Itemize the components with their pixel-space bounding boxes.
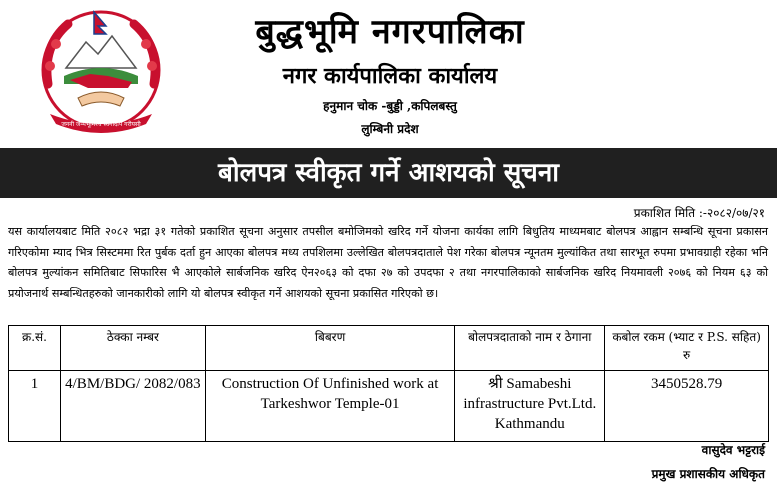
col-header-amount: कबोल रकम (भ्याट र P.S. सहित) रु — [605, 326, 769, 371]
bid-table — [8, 325, 769, 442]
col-header-serial: क्र.सं. — [9, 326, 61, 371]
cell-description: Construction Of Unfinished work at Tarkeshwor Temple-01 — [205, 371, 455, 442]
letterhead — [0, 0, 777, 148]
office-address: हनुमान चोक -बुड्डी ,कपिलबस्तु — [323, 99, 457, 113]
notice-banner — [0, 148, 777, 198]
signatory-name: वासुदेव भट्टराई — [701, 443, 765, 457]
notice-body: यस कार्यालयबाट मिति २०८२ भद्रा ३१ गतेको प्रकाशित सूचना अनुसार तपसील बमोजिमको खरिद गर्ने योजना कार्यका लागि बिधुतिय माध्यमबाट बोलपत्र आह्वान सम्बन्धि सूचना प्रकासन गरिएकोमा म्याद भित्र सिस्टममा रित पुर्बक दर्ता हुन आएका बोलपत्र मध्य तपशिलमा उल्लेखित बोलपत्रदाताले पेश गरेका बोलपत्र न्यूनतम मुल्यांकित तथा सारभूत रुपमा प्रभावग्राही रहेका भनि बोलपत्र मुल्यांकन समितिबाट सिफारिस भै आएकोले सार्बजनिक खरिद ऐन२०६३ को दफा २७ को उपदफा २ तथा नगरपालिकाको सार्बजनिक खरिद नियमावली २०७६ को नियम ६३ को प्रयोजनार्थ सम्बन्धितहरुको जानकारीको लागि यो बोलपत्र स्वीकृत गर्ने आशयको सूचना प्रकासित गरिएको छ। — [8, 225, 768, 300]
signatory-title: प्रमुख प्रशासकीय अधिकृत — [651, 467, 765, 481]
notice-title: बोलपत्र स्वीकृत गर्ने आशयको सूचना — [218, 158, 559, 188]
col-header-description: बिबरण — [205, 326, 455, 371]
cell-amount: 3450528.79 — [605, 371, 769, 442]
municipality-name: बुद्धभूमि नगरपालिका — [255, 12, 525, 52]
emblem-motto: जननी जन्मभूमिश्च स्वर्गादपि गरीयसी — [61, 121, 141, 128]
province-name: लुम्बिनी प्रदेश — [361, 122, 419, 136]
table-row — [9, 371, 769, 442]
table-header-row — [9, 326, 769, 371]
published-date: प्रकाशित मिति :-२०८२/०७/२१ — [633, 206, 765, 220]
col-header-contract-number: ठेक्का नम्बर — [60, 326, 205, 371]
nepal-emblem-icon — [28, 6, 174, 142]
cell-serial: 1 — [9, 371, 61, 442]
col-header-bidder: बोलपत्रदाताको नाम र ठेगाना — [455, 326, 605, 371]
cell-bidder: श्री Samabeshi infrastructure Pvt.Ltd. Kathmandu — [455, 371, 605, 442]
office-name: नगर कार्यपालिका कार्यालय — [282, 63, 498, 89]
cell-contract-number: 4/BM/BDG/ 2082/083 — [60, 371, 205, 442]
